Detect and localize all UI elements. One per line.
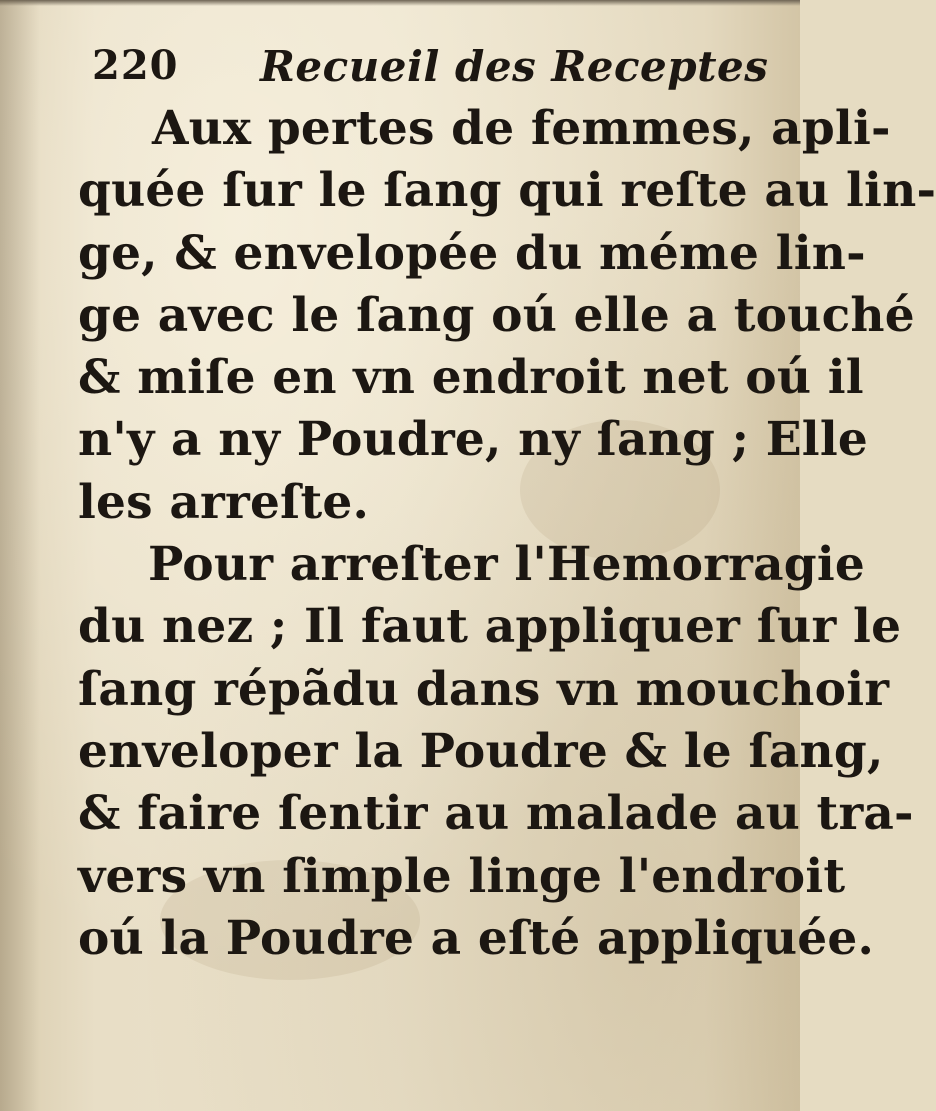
text-line: quée ſur le ſang qui reſte au lin- [78,163,936,219]
text-line: Aux pertes de femmes, apli- [152,101,891,156]
text-line: enveloper la Poudre & le ſang, [78,723,884,779]
running-title: Recueil des Receptes [260,42,769,91]
text-line: & miſe en vn endroit net oú il [78,350,864,406]
text-line: & faire ſentir au malade au tra- [78,786,914,842]
gutter-shadow [0,0,40,1111]
page-number: 220 [92,42,179,89]
body-text [78,98,936,970]
page-header [92,38,769,98]
text-line: les arreſte. [78,474,370,530]
text-line: ſang répãdu dans vn mouchoir [78,661,890,717]
text-line: vers vn ſimple linge l'endroit [78,848,846,904]
text-line: Pour arreſter l'Hemorragie [148,537,865,593]
paragraph-1 [78,98,936,534]
paragraph-2 [78,534,914,970]
text-line: ge, & envelopée du méme lin- [78,225,866,281]
text-line: ge avec le ſang oú elle a touché [78,287,915,343]
text-line: oú la Poudre a eſté appliquée. [78,910,875,966]
text-line: du nez ; Il faut appliquer ſur le [78,599,902,655]
text-line: n'y a ny Poudre, ny ſang ; Elle [78,412,869,468]
page-top-edge [0,0,800,6]
